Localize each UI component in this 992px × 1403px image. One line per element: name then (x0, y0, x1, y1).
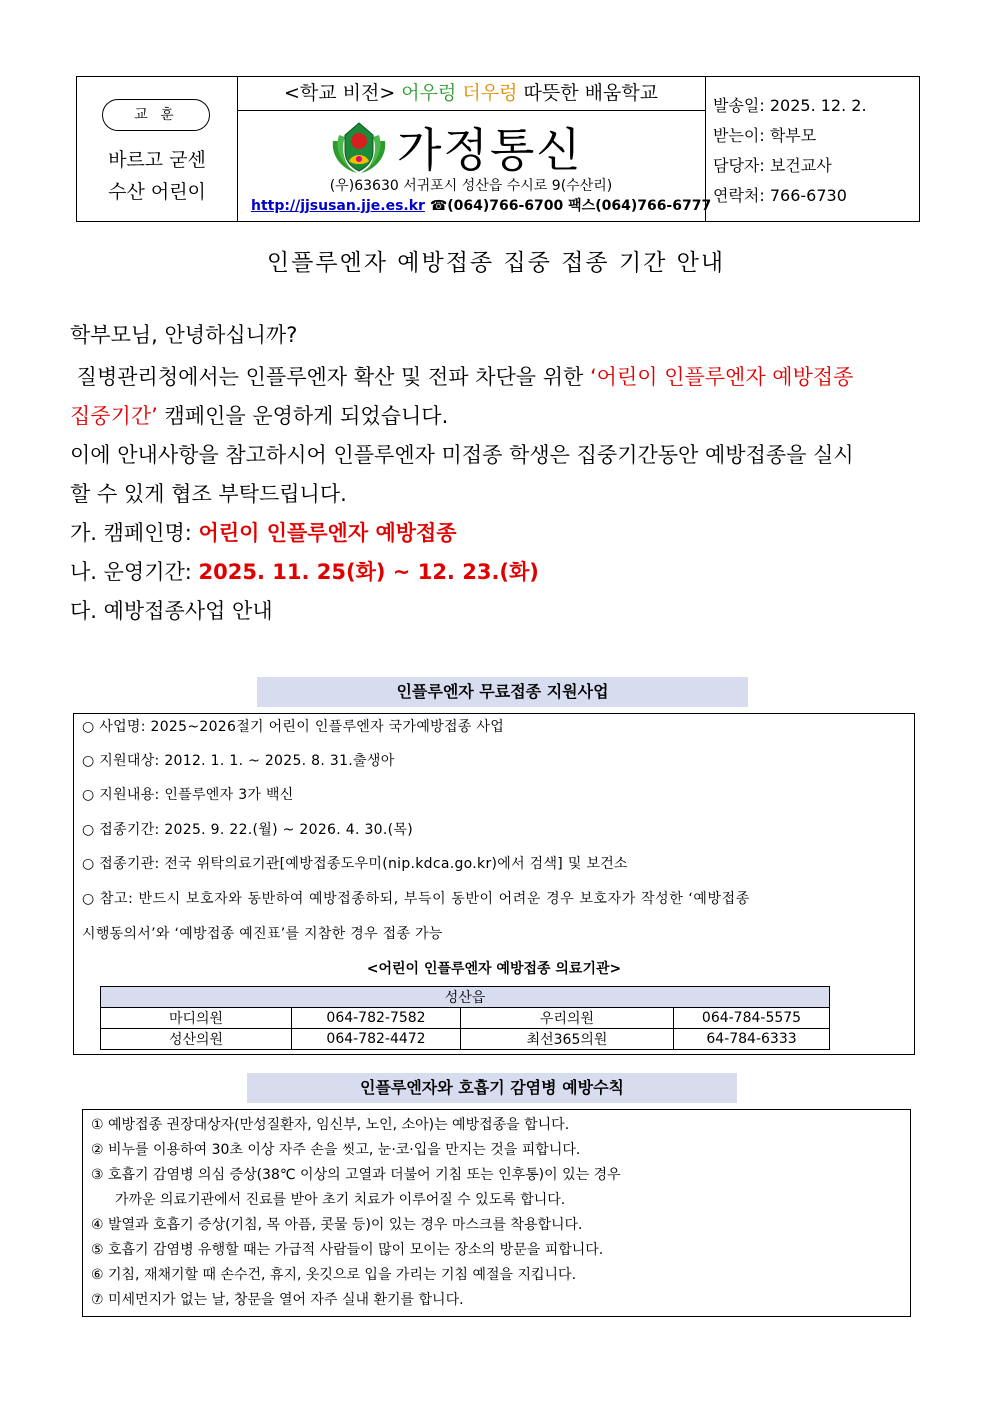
item-b (70, 553, 920, 592)
rule-3-cont: 가까운 의료기관에서 진료를 받아 초기 치료가 이루어질 수 있도록 합니다. (115, 1192, 566, 1208)
clinic-phone: 64-784-6333 (674, 1029, 830, 1050)
support-line-3: ○ 지원내용: 인플루엔자 3가 백신 (82, 787, 294, 803)
title-cell (237, 77, 712, 221)
clinic-phone: 064-782-4472 (292, 1029, 461, 1050)
table-row (101, 1008, 830, 1029)
support-line-7: 시행동의서’와 ‘예방접종 예진표’를 지참한 경우 접종 가능 (82, 926, 443, 942)
table-header-row (101, 987, 830, 1008)
clinic-name: 성산의원 (101, 1029, 292, 1050)
document-title: 인플루엔자 예방접종 집중 접종 기간 안내 (266, 250, 726, 276)
region-header: 성산읍 (101, 987, 830, 1008)
school-motto-cell (77, 77, 238, 221)
prevention-rules-box (82, 1109, 911, 1317)
letter-header (76, 76, 920, 222)
paragraph-1-lead: 질병관리청에서는 인플루엔자 확산 및 전파 차단을 위한 (70, 365, 590, 389)
contact: 연락처: 766-6730 (713, 186, 847, 205)
rule-6: ⑥ 기침, 재채기할 때 손수건, 휴지, 옷깃으로 입을 가리는 기침 예절을 지킵니다. (91, 1267, 577, 1283)
paragraph-1-tail: 캠페인을 운영하게 되었습니다. (157, 404, 449, 428)
motto-line-2: 수산 어린이 (108, 181, 206, 203)
vision-word-2: 더우렁 (462, 82, 518, 104)
clinic-name: 마디의원 (101, 1008, 292, 1029)
campaign-highlight-1: ‘어린이 인플루엔자 예방접종 (589, 365, 854, 389)
paragraph-2-line-2: 할 수 있게 협조 부탁드립니다. (70, 482, 347, 506)
paragraph-1 (70, 358, 920, 397)
support-line-6: ○ 참고: 반드시 보호자와 동반하여 예방접종하되, 부득이 동반이 어려운 경우 보호자가 작성한 ‘예방접종 (82, 891, 750, 907)
greeting: 학부모님, 안녕하십니까? (70, 323, 298, 347)
rule-3: ③ 호흡기 감염병 의심 증상(38℃ 이상의 고열과 더불어 기침 또는 인후통)이 있는 경우 (91, 1167, 621, 1183)
recipient: 받는이: 학부모 (713, 126, 817, 145)
rule-4: ④ 발열과 호흡기 증상(기침, 목 아픔, 콧물 등)이 있는 경우 마스크를 착용합니다. (91, 1217, 583, 1233)
motto-label: 교 훈 (102, 99, 210, 131)
letter-title: 가정통신 (397, 123, 583, 177)
paragraph-2-line-1: 이에 안내사항을 참고하시어 인플루엔자 미접종 학생은 집중기간동안 예방접종을 실시 (70, 443, 854, 467)
table-row (101, 1029, 830, 1050)
item-b-label: 나. 운영기간: (70, 560, 199, 584)
clinic-phone: 064-784-5575 (674, 1008, 830, 1029)
clinics-table (100, 986, 830, 1050)
manager: 담당자: 보건교사 (713, 156, 832, 175)
support-line-1: ○ 사업명: 2025~2026절기 어린이 인플루엔자 국가예방접종 사업 (82, 719, 505, 735)
school-vision (237, 77, 705, 111)
support-line-4: ○ 접종기간: 2025. 9. 22.(월) ~ 2026. 4. 30.(목) (82, 822, 413, 838)
clinics-title: <어린이 인플루엔자 예방접종 의료기관> (366, 961, 622, 977)
contact-line (251, 195, 712, 215)
support-section-header: 인플루엔자 무료접종 지원사업 (257, 677, 748, 707)
rule-7: ⑦ 미세먼지가 없는 날, 창문을 열어 자주 실내 환기를 합니다. (91, 1292, 464, 1308)
clinic-name: 우리의원 (461, 1008, 674, 1029)
rules-section-header: 인플루엔자와 호흡기 감염병 예방수칙 (247, 1073, 737, 1103)
support-info-box (73, 713, 915, 1055)
support-line-2: ○ 지원대상: 2012. 1. 1. ~ 2025. 8. 31.출생아 (82, 753, 395, 769)
item-c: 다. 예방접종사업 안내 (70, 599, 273, 623)
rule-5: ⑤ 호흡기 감염병 유행할 때는 가급적 사람들이 많이 모이는 장소의 방문을 피합니다. (91, 1242, 604, 1258)
vision-suffix: 따뜻한 배움학교 (523, 82, 659, 104)
paragraph-1-cont (70, 397, 920, 436)
rule-2: ② 비누를 이용하여 30초 이상 자주 손을 씻고, 눈·코·입을 만지는 것을 피합니다. (91, 1142, 581, 1158)
info-cell (705, 77, 919, 221)
clinic-phone: 064-782-7582 (292, 1008, 461, 1029)
item-a (70, 514, 920, 553)
vision-prefix: <학교 비전> (283, 82, 396, 104)
item-a-label: 가. 캠페인명: (70, 521, 199, 545)
title-row (327, 117, 583, 177)
campaign-highlight-2: 집중기간’ (70, 404, 158, 428)
rule-1: ① 예방접종 권장대상자(만성질환자, 임신부, 노인, 소아)는 예방접종을 합니다. (91, 1117, 570, 1133)
campaign-period: 2025. 11. 25(화) ~ 12. 23.(화) (198, 560, 539, 584)
clinic-name: 최선365의원 (461, 1029, 674, 1050)
website-link[interactable]: http://jjsusan.jje.es.kr (251, 198, 425, 214)
phone-fax: ☎(064)766-6700 팩스(064)766-6777 (429, 198, 712, 214)
send-date: 발송일: 2025. 12. 2. (713, 96, 867, 115)
vision-word-1: 어우렁 (401, 82, 457, 104)
campaign-name: 어린이 인플루엔자 예방접종 (198, 521, 457, 545)
school-emblem-icon (327, 119, 391, 175)
school-address: (우)63630 서귀포시 성산읍 수시로 9(수산리) (329, 178, 613, 194)
support-line-5: ○ 접종기관: 전국 위탁의료기관[예방접종도우미(nip.kdca.go.kr)에서 검색] 및 보건소 (82, 856, 628, 872)
motto-line-1: 바르고 굳센 (108, 149, 206, 171)
